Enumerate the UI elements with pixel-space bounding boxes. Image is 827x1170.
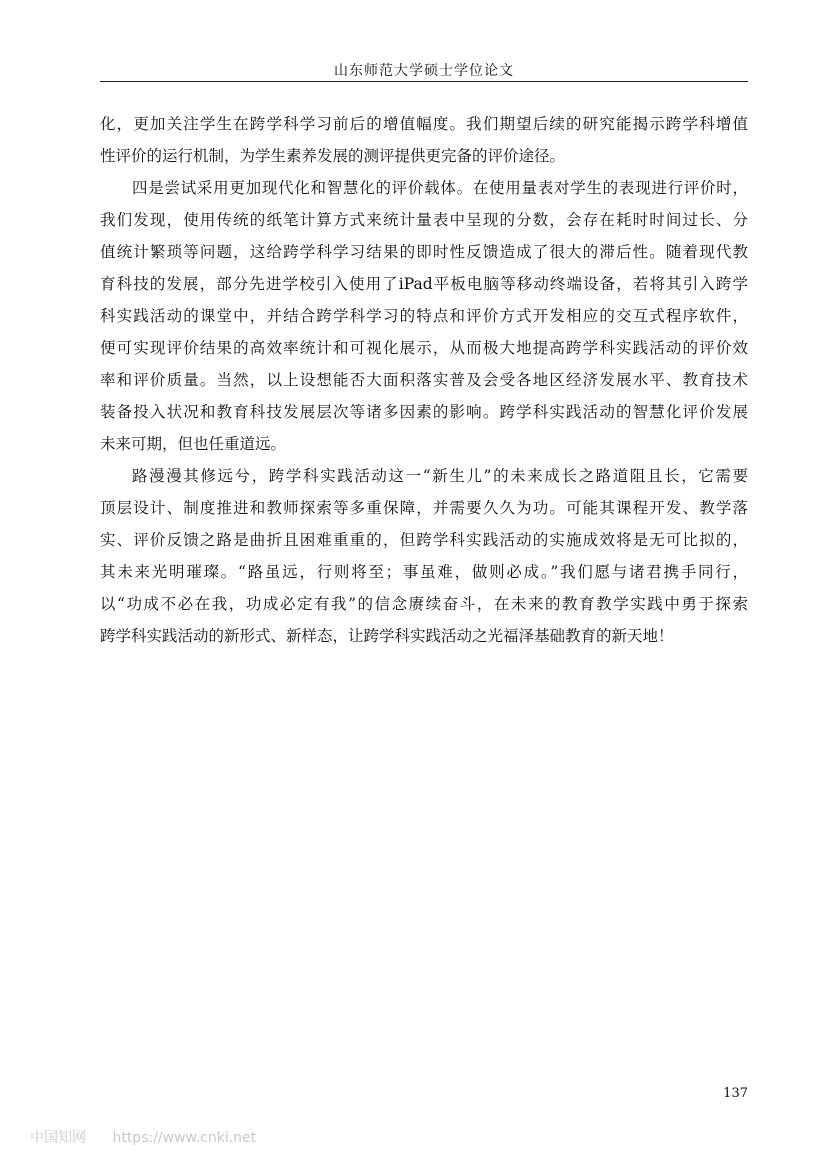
text-line: 化，更加关注学生在跨学科学习前后的增值幅度。我们期望后续的研究能揭示跨学科增值 bbox=[100, 115, 748, 133]
text-line: 科实践活动的课堂中，并结合跨学科学习的特点和评价方式开发相应的交互式程序软件， bbox=[100, 307, 748, 325]
text-line: 顶层设计、制度推进和教师探索等多重保障，并需要久久为功。可能其课程开发、教学落 bbox=[100, 499, 748, 517]
text-line: 以“功成不必在我，功成必定有我”的信念赓续奋斗，在未来的教育教学实践中勇于探索 bbox=[100, 595, 748, 613]
text-line: 率和评价质量。当然，以上设想能否大面积落实普及会受各地区经济发展水平、教育技术 bbox=[100, 371, 748, 389]
text-line: 性评价的运行机制，为学生素养发展的测评提供更完备的评价途径。 bbox=[100, 147, 566, 165]
header-rule bbox=[100, 81, 748, 82]
text-line: 其未来光明璀璨。“路虽远，行则将至；事虽难，做则必成。”我们愿与诸君携手同行， bbox=[100, 563, 748, 581]
watermark bbox=[30, 1127, 278, 1147]
text-line: 装备投入状况和教育科技发展层次等诸多因素的影响。跨学科实践活动的智慧化评价发展 bbox=[100, 403, 748, 421]
running-header: 山东师范大学硕士学位论文 bbox=[334, 63, 514, 79]
text-line: 育科技的发展，部分先进学校引入使用了iPad平板电脑等移动终端设备，若将其引入跨学 bbox=[100, 275, 748, 293]
text-line: 我们发现，使用传统的纸笔计算方式来统计量表中呈现的分数，会存在耗时时间过长、分 bbox=[100, 211, 748, 229]
watermark-url: https://www.cnki.net bbox=[112, 1130, 257, 1146]
text-line: 值统计繁琐等问题，这给跨学科学习结果的即时性反馈造成了很大的滞后性。随着现代教 bbox=[100, 243, 748, 261]
text-line: 跨学科实践活动的新形式、新样态，让跨学科实践活动之光福泽基础教育的新天地！ bbox=[100, 627, 674, 645]
text-line: 未来可期，但也任重道远。 bbox=[100, 435, 287, 453]
page-number: 137 bbox=[723, 1086, 748, 1101]
text-line: 四是尝试采用更加现代化和智慧化的评价载体。在使用量表对学生的表现进行评价时， bbox=[132, 179, 748, 197]
watermark-brand: 中国知网 bbox=[30, 1130, 86, 1146]
body-text bbox=[100, 108, 748, 652]
text-line: 路漫漫其修远兮，跨学科实践活动这一“新生儿”的未来成长之路道阻且长，它需要 bbox=[132, 467, 748, 485]
text-line: 便可实现评价结果的高效率统计和可视化展示，从而极大地提高跨学科实践活动的评价效 bbox=[100, 339, 748, 357]
text-line: 实、评价反馈之路是曲折且困难重重的，但跨学科实践活动的实施成效将是无可比拟的， bbox=[100, 531, 748, 549]
